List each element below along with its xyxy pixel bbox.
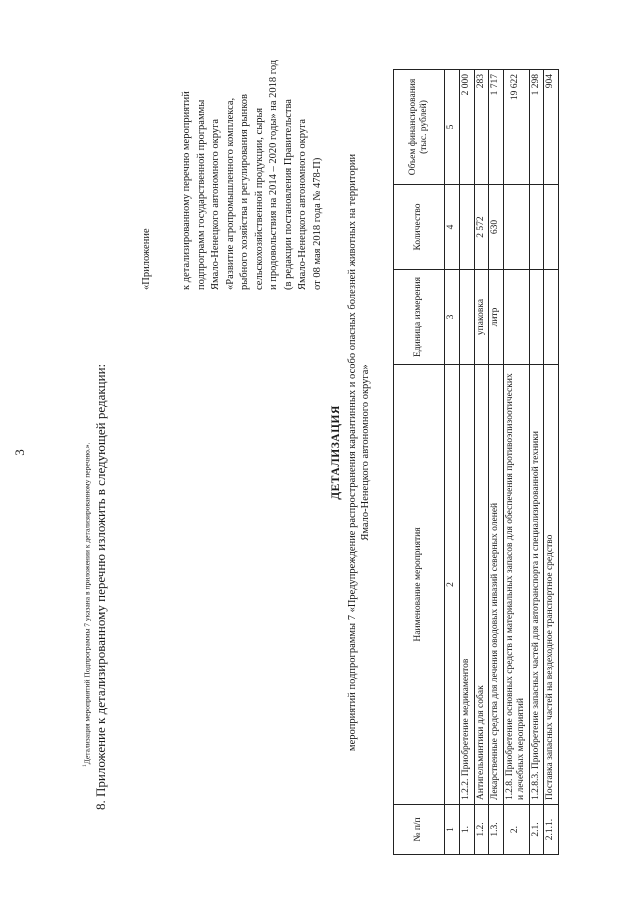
cell-num: 1. xyxy=(460,805,475,855)
header-unit: Единица измерения xyxy=(394,270,445,365)
column-number: 4 xyxy=(445,185,460,270)
cell-num: 2.1.1. xyxy=(544,805,559,855)
annex-line: «Развитие агропромышленного комплекса, xyxy=(224,97,236,290)
cell-unit xyxy=(529,270,544,365)
table-row xyxy=(460,70,475,855)
document-subtitle: мероприятий подпрограммы 7 «Предупреждение распространения карантинных и особо опасных болезней животных на территории Ямало-Ненецкого автономного округа» xyxy=(347,153,371,752)
annex-line: рыбного хозяйства и регулирования рынков xyxy=(239,94,250,290)
header-amount: Объем финансирования (тыс. рублей) xyxy=(394,70,445,185)
cell-name: Лекарственные средства для лечения оводовых инвазий северных оленей xyxy=(489,365,504,805)
column-number: 3 xyxy=(445,270,460,365)
column-number: 5 xyxy=(445,70,460,185)
cell-amount: 904 xyxy=(544,70,559,185)
header-name: Наименование мероприятия xyxy=(394,365,445,805)
cell-qty: 2 572 xyxy=(474,185,489,270)
table-row xyxy=(503,70,529,855)
column-number-row xyxy=(445,70,460,855)
cell-num: 1.2. xyxy=(474,805,489,855)
cell-name: Поставка запасных частей на вездеходное транспортное средство xyxy=(544,365,559,805)
footnote-text: Детализация мероприятий Подпрограммы 7 указана в приложении к детализированному перечню.». xyxy=(82,442,92,765)
footnote-marker: 1 xyxy=(82,764,88,767)
cell-amount: 1 298 xyxy=(529,70,544,185)
cell-amount: 19 622 xyxy=(503,70,529,185)
annex-line: (в редакции постановления Правительства xyxy=(282,99,294,290)
annex-reference xyxy=(180,60,325,290)
cell-qty xyxy=(503,185,529,270)
annex-line: от 08 мая 2018 года № 478-П) xyxy=(311,157,323,290)
annex-heading: «Приложение xyxy=(141,228,152,290)
table-row xyxy=(489,70,504,855)
cell-unit xyxy=(503,270,529,365)
cell-name: 1.2.2. Приобретение медикаментов xyxy=(460,365,475,805)
cell-num: 2.1. xyxy=(529,805,544,855)
annex-line: подпрограмм государственной программы xyxy=(195,99,207,290)
table-row xyxy=(529,70,544,855)
cell-num: 1.3. xyxy=(489,805,504,855)
header-num: № п/п xyxy=(394,805,445,855)
cell-num: 2. xyxy=(503,805,529,855)
cell-qty xyxy=(460,185,475,270)
cell-qty xyxy=(544,185,559,270)
annex-line: сельскохозяйственной продукции, сырья xyxy=(253,107,265,290)
table-row xyxy=(544,70,559,855)
table-header-row xyxy=(394,70,445,855)
page-number: 3 xyxy=(12,449,27,456)
header-qty: Количество xyxy=(394,185,445,270)
annex-line: к детализированному перечню мероприятий xyxy=(181,91,192,290)
detail-table xyxy=(393,69,559,855)
annex-line: Ямало-Ненецкого автономного округа xyxy=(210,118,221,290)
footnote xyxy=(82,443,92,767)
cell-amount: 1 717 xyxy=(489,70,504,185)
table-row xyxy=(474,70,489,855)
cell-amount: 2 000 xyxy=(460,70,475,185)
cell-name: Антигельминтики для собак xyxy=(474,365,489,805)
cell-qty xyxy=(529,185,544,270)
instruction-text: 8. Приложение к детализированному перечню изложить в следующей редакции: xyxy=(93,363,108,810)
annex-line: и продовольствия на 2014 – 2020 годы» на 2018 год xyxy=(268,59,279,290)
cell-unit xyxy=(544,270,559,365)
cell-unit xyxy=(460,270,475,365)
cell-unit: литр xyxy=(489,270,504,365)
cell-name: 1.2.8. Приобретение основных средств и материальных запасов для обеспечения противоэпизоотических и лечебных мероприятий xyxy=(503,365,529,805)
cell-unit: упаковка xyxy=(474,270,489,365)
cell-qty: 630 xyxy=(489,185,504,270)
column-number: 2 xyxy=(445,365,460,805)
cell-amount: 283 xyxy=(474,70,489,185)
document-title: ДЕТАЛИЗАЦИЯ xyxy=(330,405,342,500)
cell-name: 1.2.8.3. Приобретение запасных частей для автотранспорта и специализированной техники xyxy=(529,365,544,805)
column-number: 1 xyxy=(445,805,460,855)
annex-line: Ямало-Ненецкого автономного округа xyxy=(297,118,308,290)
